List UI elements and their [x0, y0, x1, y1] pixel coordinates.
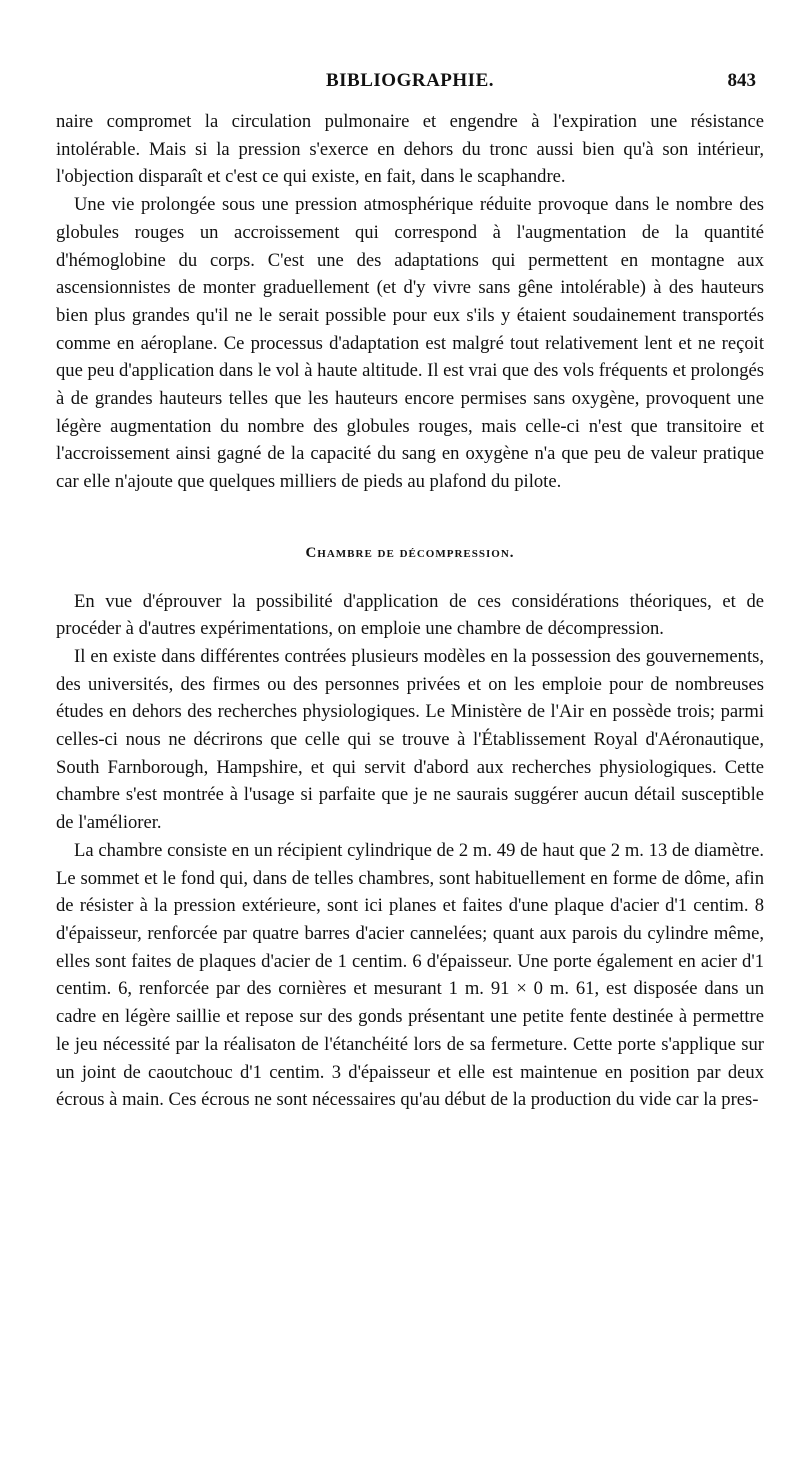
page-number: 843: [727, 70, 756, 91]
paragraph-description: La chambre consiste en un récipient cylindrique de 2 m. 49 de haut que 2 m. 13 de diamètre. Le sommet et le fond qui, dans de telles chambres, sont habituellement en forme de dôme, afin de résister à la pression extérieure, sont ici planes et faites d'une plaque d'acier d'1 centim. 8 d'épaisseur, renforcée par quatre barres d'acier cannelées; quant aux parois du cylindre même, elles sont faites de plaques d'acier de 1 centim. 6 d'épaisseur. Une porte également en acier d'1 centim. 6, renforcée par des cornières et mesurant 1 m. 91 × 0 m. 61, est disposée dans un cadre en légère saillie et repose sur des gonds présentant une petite fente destinée à permettre le jeu nécessité par la réalisaton de l'étanchéité lors de sa fermeture. Cette porte s'applique sur un joint de caoutchouc d'1 centim. 3 d'épaisseur et elle est maintenue en position par deux écrous à main. Ces écrous ne sont nécessaires qu'au début de la production du vide car la pres-: [56, 839, 764, 1111]
section-heading: Chambre de décompression.: [305, 544, 515, 561]
paragraph-continuation: naire compromet la circulation pulmonaire et engendre à l'expiration une résistance intolérable. Mais si la pression s'exerce en dehors du tronc aussi bien qu'à son intérieur, l'objection disparaît et c'est ce qui existe, en fait, dans le scaphandre.: [56, 111, 764, 188]
body-text: [56, 108, 764, 1114]
paragraph-globules: Une vie prolongée sous une pression atmosphérique réduite provoque dans le nombre des globules rouges un accroissement qui correspond à l'augmentation de la quantité d'hémoglobine du corps. C'est une des adaptations qui permettent en montagne aux ascensionnistes de monter graduellement (et d'y vivre sans gêne intolérable) à des hauteurs bien plus grandes qu'il ne le serait possible pour eux s'ils y étaient soudainement transportés comme en aéroplane. Ce processus d'adaptation est malgré tout relativement lent et ne reçoit que peu d'application dans le vol à haute altitude. Il est vrai que des vols fréquents et prolongés à de grandes hauteurs telles que les hauteurs encore permises sans oxygène, provoquent une légère augmentation du nombre des globules rouges, mais celle-ci n'est que transitoire et l'accroissement ainsi gagné de la capacité du sang en oxygène n'a que peu de valeur pratique car elle n'ajoute que quelques milliers de pieds au plafond du pilote.: [56, 194, 764, 493]
paragraph-intro-chamber: En vue d'éprouver la possibilité d'application de ces considérations théoriques, et de procéder à d'autres expérimentations, on emploie une chambre de décompression.: [56, 590, 764, 640]
running-title: BIBLIOGRAPHIE.: [325, 70, 494, 91]
page-header: [56, 70, 764, 98]
paragraph-models: Il en existe dans différentes contrées plusieurs modèles en la possession des gouvernements, des universités, des firmes ou des personnes privées et on les emploie pour de nombreuses études en dehors des recherches physiologiques. Le Ministère de l'Air en possède trois; parmi celles-ci nous ne décrirons que celle qui se trouve à l'Établissement Royal d'Aéronautique, South Farnborough, Hampshire, et qui servit d'abord aux recherches physiologiques. Cette chambre s'est montrée à l'usage si parfaite que je ne saurais suggérer aucun détail susceptible de l'améliorer.: [56, 645, 764, 834]
